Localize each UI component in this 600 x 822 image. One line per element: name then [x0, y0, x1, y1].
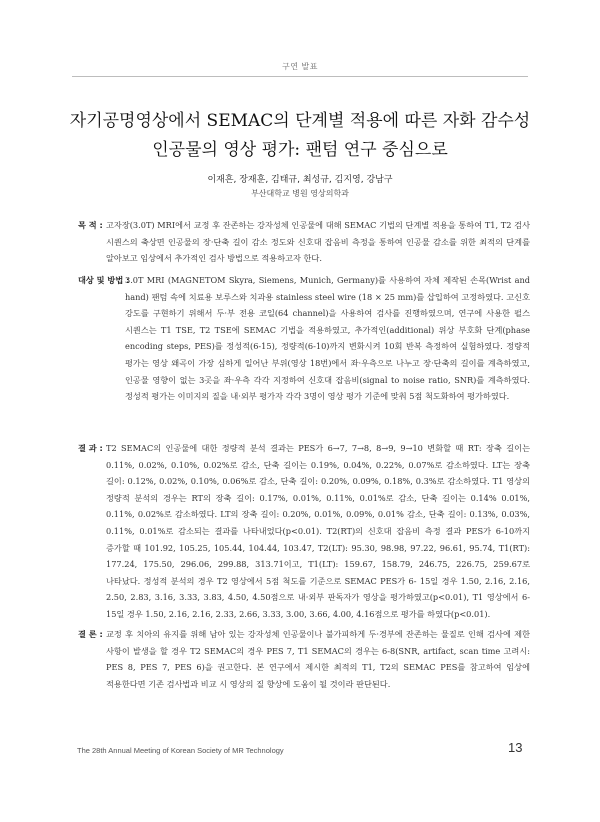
methods-section — [78, 272, 530, 405]
title-line-1: 자기공명영상에서 SEMAC의 단계별 적용에 따른 자화 감수성 — [69, 111, 531, 131]
title-line-2: 인공물의 영상 평가: 팬텀 연구 중심으로 — [152, 140, 448, 160]
conclusion-label: 결 론 : — [78, 629, 103, 639]
page-number: 13 — [508, 740, 523, 755]
results-label: 결 과 : — [78, 443, 103, 453]
section-header-label: 구연 발표 — [282, 62, 318, 71]
conclusion-text: 교정 후 치아의 유지를 위해 남아 있는 강자성체 인공물이나 불가피하게 두·경부에 잔존하는 물질로 인해 검사에 제한 사항이 발생을 할 경우 T2 SEMAC의 경우 PES 7, T1 SEMAC의 경우는 6-8(SNR, artifact, scan time 고려시: PES 8, PES 7, PES 6)을 권고한다. 본 연구에서 제시한 최적의 T1, T2의 SEMAC PES를 참고하여 임상에 적용한다면 기존 검사법과 비교 시 영상의 질 향상에 도움이 될 것이라 판단된다. — [106, 629, 530, 689]
header-divider — [72, 76, 528, 77]
purpose-label: 목 적 : — [78, 220, 103, 230]
paper-title — [40, 107, 560, 165]
author-list: 이재흔, 장재훈, 김태규, 최성규, 김지영, 강남구 — [207, 175, 393, 185]
footer-meeting-name: The 28th Annual Meeting of Korean Society of MR Technology — [77, 746, 284, 755]
purpose-text: 고자장(3.0T) MRI에서 교정 후 잔존하는 강자성체 인공물에 대해 SEMAC 기법의 단계별 적용을 통하여 T1, T2 검사 시퀀스의 축상면 인공물의 장·단축 길이 감소 정도와 신호대 잡음비 측정을 통하여 인공물 감소를 위한 최적의 단계를 알아보고 임상에서 추가적인 검사 방법으로 적용하고자 한다. — [106, 220, 530, 264]
methods-text: 3.0T MRI (MAGNETOM Skyra, Siemens, Munich, Germany)를 사용하여 자체 제작된 손목(Wrist and hand) 팬텀 속에 치료용 보루스와 치과용 stainless steel wire (18 × 25 mm)를 삽입하여 고정하였다. 고신호 강도를 구현하기 위해서 두·부 전용 코일(64 channel)을 사용하여 검사를 진행하였으며, 연구에 사용한 펄스 시퀀스는 T1 TSE, T2 TSE에 SEMAC 기법을 적용하였고, 추가적인(additional) 위상 부호화 단계(phase encoding steps, PES)를 정성적(6-15), 정량적(6-10)까지 변화시켜 10회 반복 측정하여 실험하였다. 정량적 평가는 영상 왜곡이 가장 심하게 일어난 부위(영상 18번)에서 좌·우측으로 나누고 장·단축의 길이를 계측하였고, 인공물 영향이 없는 3곳을 좌·우측 각각 지정하여 신호대 잡음비(signal to noise ratio, SNR)를 계측하였다. 정성적 평가는 이미지의 질을 내·외부 평가자 각각 3명이 영상 평가 기준에 맞춰 5점 척도화하여 평가하였다. — [125, 275, 530, 402]
conclusion-section — [78, 626, 530, 692]
methods-label: 대상 및 방법 : — [78, 275, 130, 285]
results-text: T2 SEMAC의 인공물에 대한 정량적 분석 결과는 PES가 6→7, 7→8, 8→9, 9→10 변화할 때 RT: 장축 길이는 0.11%, 0.02%, 0.10%, 0.02%로 감소, 단축 길이는 0.19%, 0.04%, 0.22%, 0.07%로 감소하였다. LT는 장축 길이: 0.12%, 0.02%, 0.10%, 0.06%로 감소, 단축 길이: 0.20%, 0.09%, 0.18%, 0.3%로 감소하였다. T1 영상의 정량적 분석의 경우는 RT의 장축 길이: 0.17%, 0.01%, 0.11%, 0.01%로 감소, 단축 길이는 0.14% 0.01%, 0.11%, 0.02%로 감소하였다. LT의 장축 길이: 0.20%, 0.01%, 0.09%, 0.01% 감소, 단축 길이: 0.13%, 0.03%, 0.11%, 0.01%로 감소되는 결과를 나타내었다(p<0.01). T2(RT)의 신호대 잡음비 측정 결과 PES가 6-10까지 증가할 때 101.92, 105.25, 105.44, 104.44, 103.47, T2(LT): 95.30, 98.98, 97.22, 96.61, 95.74, T1(RT): 177.24, 175.50, 296.06, 299.88, 313.71이고, T1(LT): 159.67, 158.79, 246.75, 226.75, 259.67로 나타났다. 정성적 분석의 경우 T2 영상에서 5점 척도를 기준으로 SEMAC PES가 6- 15일 경우 1.50, 2.16, 2.16, 2.50, 2.83, 3.16, 3.33, 3.83, 4.50, 4.50점으로 내·외부 판독자가 영상을 평가하였고(p<0.01), T1 영상에서 6-15일 경우 1.50, 2.16, 2.16, 2.33, 2.66, 3.33, 3.00, 3.66, 4.00, 4.16점으로 평가를 하였다(p<0.01). — [106, 443, 530, 619]
purpose-section — [78, 217, 530, 267]
affiliation: 부산대학교 병원 영상의학과 — [251, 189, 349, 198]
results-section — [78, 440, 530, 623]
